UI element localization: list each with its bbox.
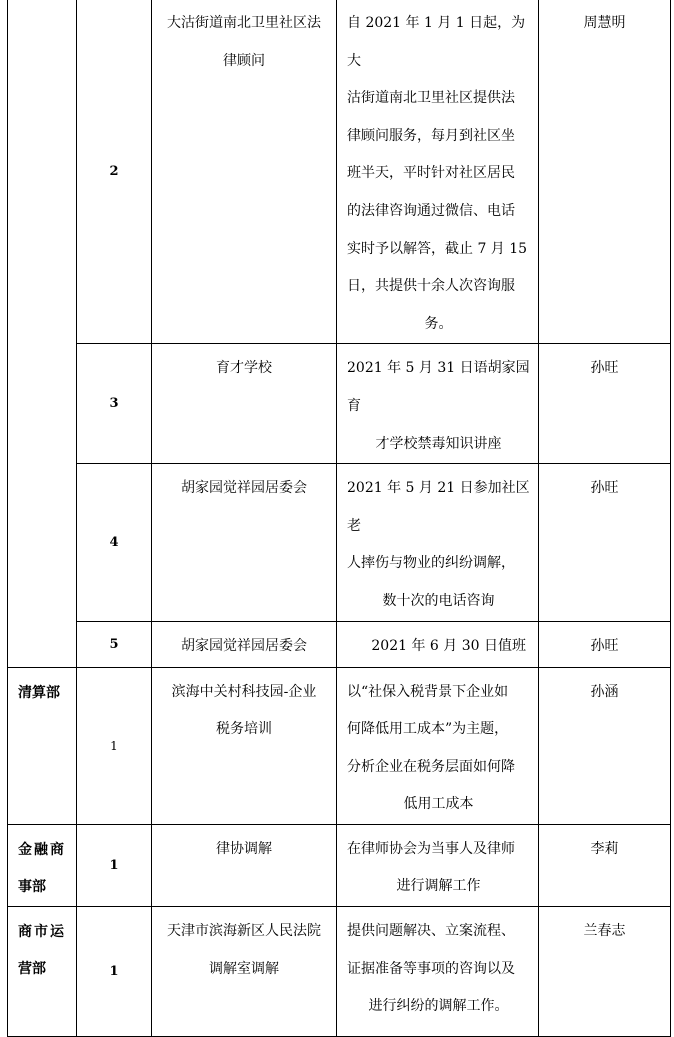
project-cell: [152, 667, 337, 824]
project-line: 律协调解: [216, 840, 272, 857]
description-line: 进行调解工作: [396, 878, 481, 895]
description-line: 沽街道南北卫里社区提供法: [347, 90, 515, 107]
description-line: 分析企业在税务层面如何降: [347, 758, 515, 775]
dept-line: 金融商: [18, 841, 66, 858]
row-number: 4: [77, 464, 152, 621]
description-line: 证据准备等事项的咨询以及: [347, 960, 515, 977]
person-cell: 孙旺: [539, 621, 671, 667]
project-line: 胡家园觉祥园居委会: [181, 480, 307, 497]
description-cell: [337, 667, 539, 824]
dept-line: 事部: [18, 878, 46, 895]
description-line: 律顾问服务，每月到社区坐: [347, 127, 515, 144]
project-cell: [152, 344, 337, 464]
person-cell: 周慧明: [539, 0, 671, 344]
dept-line: 清算部: [18, 684, 60, 701]
description-line: 实时予以解答，截止 7 月 15: [347, 240, 528, 257]
description-line: 数十次的电话咨询: [382, 592, 495, 609]
description-line: 2021 年 5 月 31 日语胡家园育: [347, 360, 530, 414]
table-row: [8, 907, 671, 1037]
project-line: 大沽街道南北卫里社区法: [167, 15, 321, 31]
project-cell: [152, 907, 337, 1037]
description-line: 的法律咨询通过微信、电话: [347, 202, 515, 219]
row-number: 1: [77, 824, 152, 906]
dept-cell: [8, 907, 77, 1037]
description-line: 何降低用工成本”为主题，: [347, 721, 509, 738]
description-cell: [337, 0, 539, 344]
description-line: 2021 年 6 月 30 日值班: [371, 637, 526, 654]
row-number: 5: [77, 621, 152, 667]
description-line: 低用工成本: [403, 796, 474, 813]
dept-cell-continued: [8, 0, 77, 667]
description-line: 自 2021 年 1 月 1 日起，为大: [347, 15, 526, 69]
project-line: 胡家园觉祥园居委会: [181, 637, 307, 654]
row-number: 1: [77, 907, 152, 1037]
project-line: 税务培训: [216, 721, 272, 738]
dept-cell: [8, 667, 77, 824]
project-cell: [152, 0, 337, 344]
project-cell: [152, 621, 337, 667]
dept-line: 商市运: [18, 924, 66, 941]
dept-line: 营部: [18, 961, 46, 978]
person-cell: 兰春志: [539, 907, 671, 1037]
table-row: [8, 464, 671, 621]
row-number: 1: [77, 667, 152, 824]
row-number: 2: [77, 0, 152, 344]
description-cell: [337, 464, 539, 621]
person-cell: 孙旺: [539, 344, 671, 464]
description-line: 以“社保入税背景下企业如: [347, 683, 509, 700]
person-cell: 孙旺: [539, 464, 671, 621]
description-cell: [337, 621, 539, 667]
project-cell: [152, 464, 337, 621]
project-line: 育才学校: [216, 360, 272, 377]
description-line: 日，共提供十余人次咨询服: [347, 278, 515, 295]
description-cell: [337, 344, 539, 464]
table-row: [8, 621, 671, 667]
project-cell: [152, 824, 337, 906]
person-cell: 孙涵: [539, 667, 671, 824]
description-line: 人摔伤与物业的纠纷调解，: [347, 555, 515, 572]
description-line: 班半天，平时针对社区居民: [347, 165, 515, 182]
project-line: 律顾问: [223, 52, 265, 69]
person-cell: 李莉: [539, 824, 671, 906]
description-line: 2021 年 5 月 21 日参加社区老: [347, 480, 530, 534]
description-line: 进行纠纷的调解工作。: [368, 998, 509, 1015]
dept-cell: [8, 824, 77, 906]
project-line: 滨海中关村科技园-企业: [171, 683, 317, 700]
row-number: 3: [77, 344, 152, 464]
table-row: [8, 0, 671, 344]
project-line: 天津市滨海新区人民法院: [167, 923, 321, 940]
table-row: [8, 344, 671, 464]
description-line: 务。: [424, 315, 453, 332]
description-line: 提供问题解决、立案流程、: [347, 923, 515, 940]
table-row: [8, 667, 671, 824]
activity-table: [7, 0, 671, 1037]
description-cell: [337, 907, 539, 1037]
description-line: 才学校禁毒知识讲座: [375, 435, 502, 452]
description-line: 在律师协会为当事人及律师: [347, 840, 515, 857]
description-cell: [337, 824, 539, 906]
table-row: [8, 824, 671, 906]
project-line: 调解室调解: [209, 960, 279, 977]
